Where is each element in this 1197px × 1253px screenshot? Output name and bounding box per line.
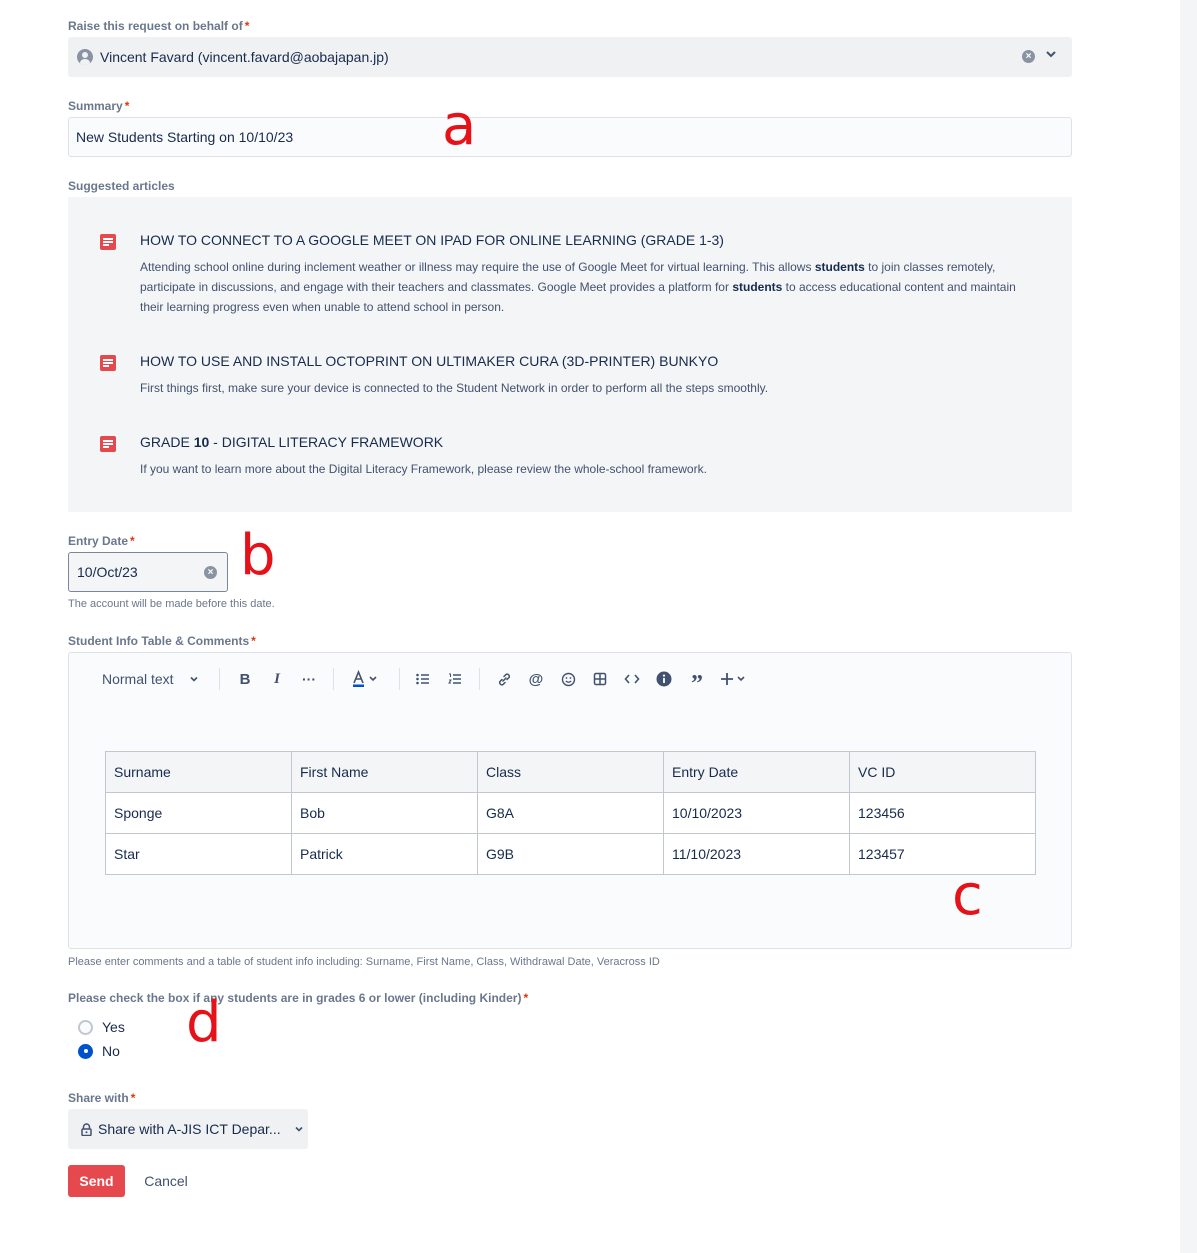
- suggested-articles-label: Suggested articles: [68, 179, 175, 193]
- radio-button-selected[interactable]: [78, 1044, 93, 1059]
- radio-label: No: [102, 1043, 120, 1059]
- on-behalf-select[interactable]: [68, 37, 1072, 77]
- link-icon[interactable]: [493, 668, 515, 690]
- suggested-articles-panel: [68, 197, 1072, 512]
- student-info-label: Student Info Table & Comments *: [68, 634, 256, 648]
- table-header-cell[interactable]: Surname: [106, 752, 292, 793]
- lock-icon: [81, 1123, 92, 1136]
- info-panel-icon[interactable]: [653, 668, 675, 690]
- document-icon: [100, 355, 116, 371]
- code-icon[interactable]: [621, 668, 643, 690]
- rich-text-editor[interactable]: [68, 652, 1072, 949]
- mention-icon[interactable]: @: [528, 670, 544, 688]
- summary-input[interactable]: [68, 117, 1072, 157]
- annotation-mark-a: a: [442, 93, 477, 158]
- table-icon[interactable]: [589, 668, 611, 690]
- table-cell[interactable]: 10/10/2023: [664, 793, 850, 834]
- text-style-dropdown[interactable]: [102, 668, 202, 690]
- chevron-down-icon[interactable]: [1044, 47, 1058, 61]
- document-icon: [100, 436, 116, 452]
- more-formatting-icon[interactable]: ···: [302, 671, 316, 687]
- clear-icon[interactable]: ×: [204, 566, 217, 579]
- share-with-label: Share with *: [68, 1091, 136, 1105]
- insert-plus-icon[interactable]: [719, 668, 749, 690]
- table-header-cell[interactable]: VC ID: [850, 752, 1036, 793]
- text-color-icon[interactable]: [347, 668, 383, 690]
- table-cell[interactable]: 11/10/2023: [664, 834, 850, 875]
- article-title[interactable]: HOW TO CONNECT TO A GOOGLE MEET ON IPAD FOR ONLINE LEARNING (GRADE 1-3): [140, 232, 724, 248]
- radio-label: Yes: [102, 1019, 125, 1035]
- article-excerpt: Attending school online during inclement weather or illness may require the use of Google Meet for virtual learning. This allows students to join classes remotely, participate in discussions, and engage with their teachers and classmates. Google Meet provides a platform for students to access educational content and maintain their learning progress even when unable to attend school in person.: [140, 260, 1016, 314]
- table-header-cell[interactable]: Class: [478, 752, 664, 793]
- article-excerpt: First things first, make sure your device is connected to the Student Network in order to perform all the steps smoothly.: [140, 381, 769, 395]
- chevron-down-icon: [293, 1123, 305, 1135]
- student-info-help: Please enter comments and a table of student info including: Surname, First Name, Class, Withdrawal Date, Veracross ID: [68, 956, 660, 968]
- quote-icon[interactable]: ”: [691, 670, 703, 697]
- document-icon: [100, 234, 116, 250]
- student-info-table[interactable]: [105, 751, 1036, 875]
- on-behalf-label: Raise this request on behalf of *: [68, 19, 250, 33]
- table-cell[interactable]: G9B: [478, 834, 664, 875]
- table-cell[interactable]: Star: [106, 834, 292, 875]
- table-row: [106, 834, 1036, 875]
- cancel-button[interactable]: Cancel: [134, 1165, 198, 1197]
- article-title[interactable]: HOW TO USE AND INSTALL OCTOPRINT ON ULTIMAKER CURA (3D-PRINTER) BUNKYO: [140, 353, 719, 369]
- table-header-row: [106, 752, 1036, 793]
- summary-label: Summary *: [68, 99, 130, 113]
- table-header-cell[interactable]: Entry Date: [664, 752, 850, 793]
- radio-option-no[interactable]: [78, 1043, 120, 1059]
- table-cell[interactable]: 123456: [850, 793, 1036, 834]
- annotation-mark-b: b: [240, 523, 276, 588]
- numbered-list-icon[interactable]: [444, 668, 466, 690]
- radio-option-yes[interactable]: [78, 1019, 125, 1035]
- send-button[interactable]: Send: [68, 1165, 125, 1197]
- annotation-mark-d: d: [186, 990, 222, 1055]
- share-with-value: Share with A-JIS ICT Depar...: [98, 1121, 281, 1137]
- table-cell[interactable]: Patrick: [292, 834, 478, 875]
- table-row: [106, 793, 1036, 834]
- entry-date-input[interactable]: [68, 552, 228, 592]
- text-style-label: Normal text: [102, 671, 174, 687]
- user-avatar-icon: [77, 49, 93, 65]
- table-cell[interactable]: G8A: [478, 793, 664, 834]
- table-cell[interactable]: 123457: [850, 834, 1036, 875]
- grade-check-label: Please check the box if any students are in grades 6 or lower (including Kinder) *: [68, 991, 529, 1005]
- table-cell[interactable]: Sponge: [106, 793, 292, 834]
- entry-date-value: 10/Oct/23: [77, 564, 138, 580]
- table-cell[interactable]: Bob: [292, 793, 478, 834]
- italic-icon[interactable]: I: [274, 670, 280, 687]
- scrollbar-track[interactable]: [1180, 0, 1197, 1253]
- entry-date-label: Entry Date *: [68, 534, 135, 548]
- annotation-mark-c: c: [952, 863, 983, 928]
- share-with-select[interactable]: [68, 1109, 308, 1149]
- summary-value: New Students Starting on 10/10/23: [76, 129, 294, 145]
- bullet-list-icon[interactable]: [412, 668, 434, 690]
- chevron-down-icon: [188, 673, 200, 685]
- clear-icon[interactable]: ×: [1022, 50, 1035, 63]
- entry-date-help: The account will be made before this date.: [68, 598, 275, 610]
- on-behalf-value: Vincent Favard (vincent.favard@aobajapan.jp): [100, 49, 389, 65]
- table-header-cell[interactable]: First Name: [292, 752, 478, 793]
- editor-toolbar: [69, 663, 1071, 695]
- emoji-icon[interactable]: [557, 668, 579, 690]
- article-title[interactable]: GRADE 10 - DIGITAL LITERACY FRAMEWORK: [140, 434, 444, 450]
- radio-button[interactable]: [78, 1020, 93, 1035]
- bold-icon[interactable]: B: [239, 670, 251, 688]
- article-excerpt: If you want to learn more about the Digital Literacy Framework, please review the whole-school framework.: [140, 462, 707, 476]
